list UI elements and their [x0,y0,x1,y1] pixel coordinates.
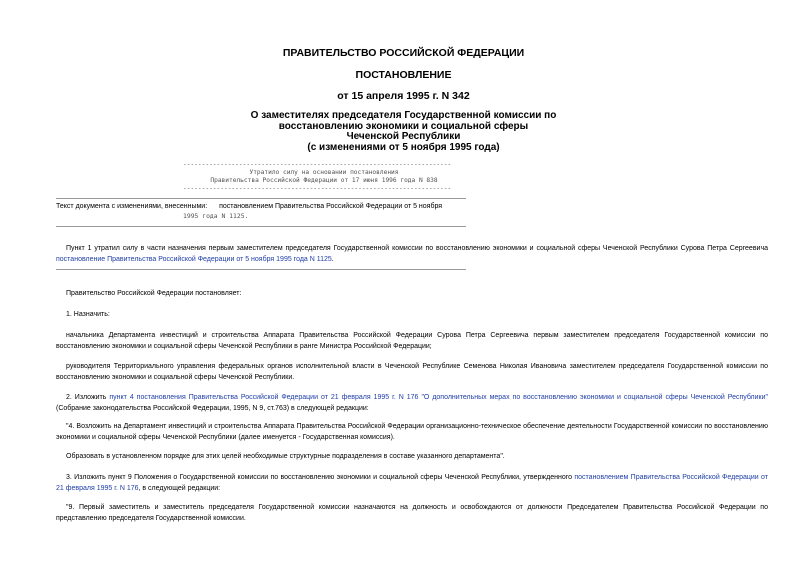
item-1-heading: 1. Назначить: [66,311,110,318]
repealed-paragraph-text: Пункт 1 утратил силу в части назначения первым заместителем председателя Государственной комиссии по восстановлению экономики и социальной сферы Чеченской Республики Сурова Петра Сергеевича [66,245,768,252]
item-3-paragraph [56,472,768,494]
notice-dashed-border: ------------------------------------------------------------------------ [183,185,452,192]
item-3-quote: "9. Первый заместитель и заместитель председателя Государственной комиссии назначаются на должность и освобождаются от должности Председателем Правительства Российской Федерации по представлению председателя Государственной комиссии. [56,504,768,522]
amendment-note-text: постановлением Правительства Российской Федерации от 5 ноября [219,203,443,210]
item-2-quote-cont: Образовать в установленном порядке для этих целей необходимые структурные подразделения в составе указанного департамента". [66,453,505,460]
period: . [331,256,334,263]
item-3-end: , в следующей редакции: [138,485,221,492]
intro-paragraph: Правительство Российской Федерации постановляет: [66,290,242,297]
repeal-notice [183,161,465,193]
decree-176-point-4-link[interactable]: пункт 4 постановления Правительства Российской Федерации от 21 февраля 1995 г. N 176 [109,394,419,401]
item-1-appointment-surov: начальника Департамента инвестиций и строительства Аппарата Правительства Российской Федерации Сурова Петра Сергеевича первым заместителем председателя Государственной комиссии по восстановлению экономики и социальной сферы Чеченской Республики в ранге Министра Российской Федерации; [56,332,768,350]
document-title [0,111,807,153]
amendment-note-line2: 1995 года N 1125. [183,212,249,220]
divider [56,198,466,199]
title-line: О заместителях председателя Государственной комиссии по [250,110,557,121]
item-2-paragraph [56,392,768,414]
decree-176-title-link[interactable]: "О дополнительных мерах по восстановлению экономики и социальной сферы Чеченской Республики" [421,394,768,401]
title-line: Чеченской Республики [346,131,461,142]
notice-line: Правительства Российской Федерации от 17 июня 1996 года N 838 [210,177,438,184]
government-heading: ПРАВИТЕЛЬСТВО РОССИЙСКОЙ ФЕДЕРАЦИИ [282,47,525,59]
title-line: восстановлению экономики и социальной сферы [278,120,529,132]
item-2-end: (Собрание законодательства Российской Федерации, 1995, N 9, ст.763) в следующей редакции: [56,405,369,412]
divider [56,269,466,270]
document-type-heading: ПОСТАНОВЛЕНИЕ [355,69,452,81]
item-1-appointment-semenov: руководителя Территориального управления федеральных органов исполнительной власти в Чеченской Республике Семенова Николая Ивановича заместителем председателя Государственной комиссии по восстановлению экономики и социальной сферы Чеченской Республики. [56,363,768,381]
notice-line: Утратило силу на основании постановления [249,169,399,176]
document-date-number: от 15 апреля 1995 г. N 342 [337,90,470,102]
decree-176-link[interactable]: постановлением Правительства Российской Федерации от 21 февраля 1995 г. N 176 [56,474,768,492]
item-2-start: 2. Изложить [66,394,107,401]
title-line: (с изменениями от 5 ноября 1995 года) [307,141,500,153]
amendment-note-prefix: Текст документа с изменениями, внесенными: [56,203,208,210]
item-2-quote: "4. Возложить на Департамент инвестиций и строительства Аппарата Правительства Российской Федерации организационно-техническое обеспечение деятельности Государственной комиссии по восстановлению экономики и социальной сферы Чеченской Республики (далее именуется - Государственная комиссия). [56,423,768,441]
item-3-start: 3. Изложить пункт 9 Положения о Государственной комиссии по восстановлению экономики и социальной сферы Чеченской Республики, утвержденного [66,474,573,481]
notice-dashed-border: ------------------------------------------------------------------------ [183,161,452,168]
repeal-decree-link[interactable]: постановление Правительства Российской Федерации от 5 ноября 1995 года N 1125 [56,256,332,263]
divider [56,226,466,227]
repealed-paragraph [56,243,768,265]
